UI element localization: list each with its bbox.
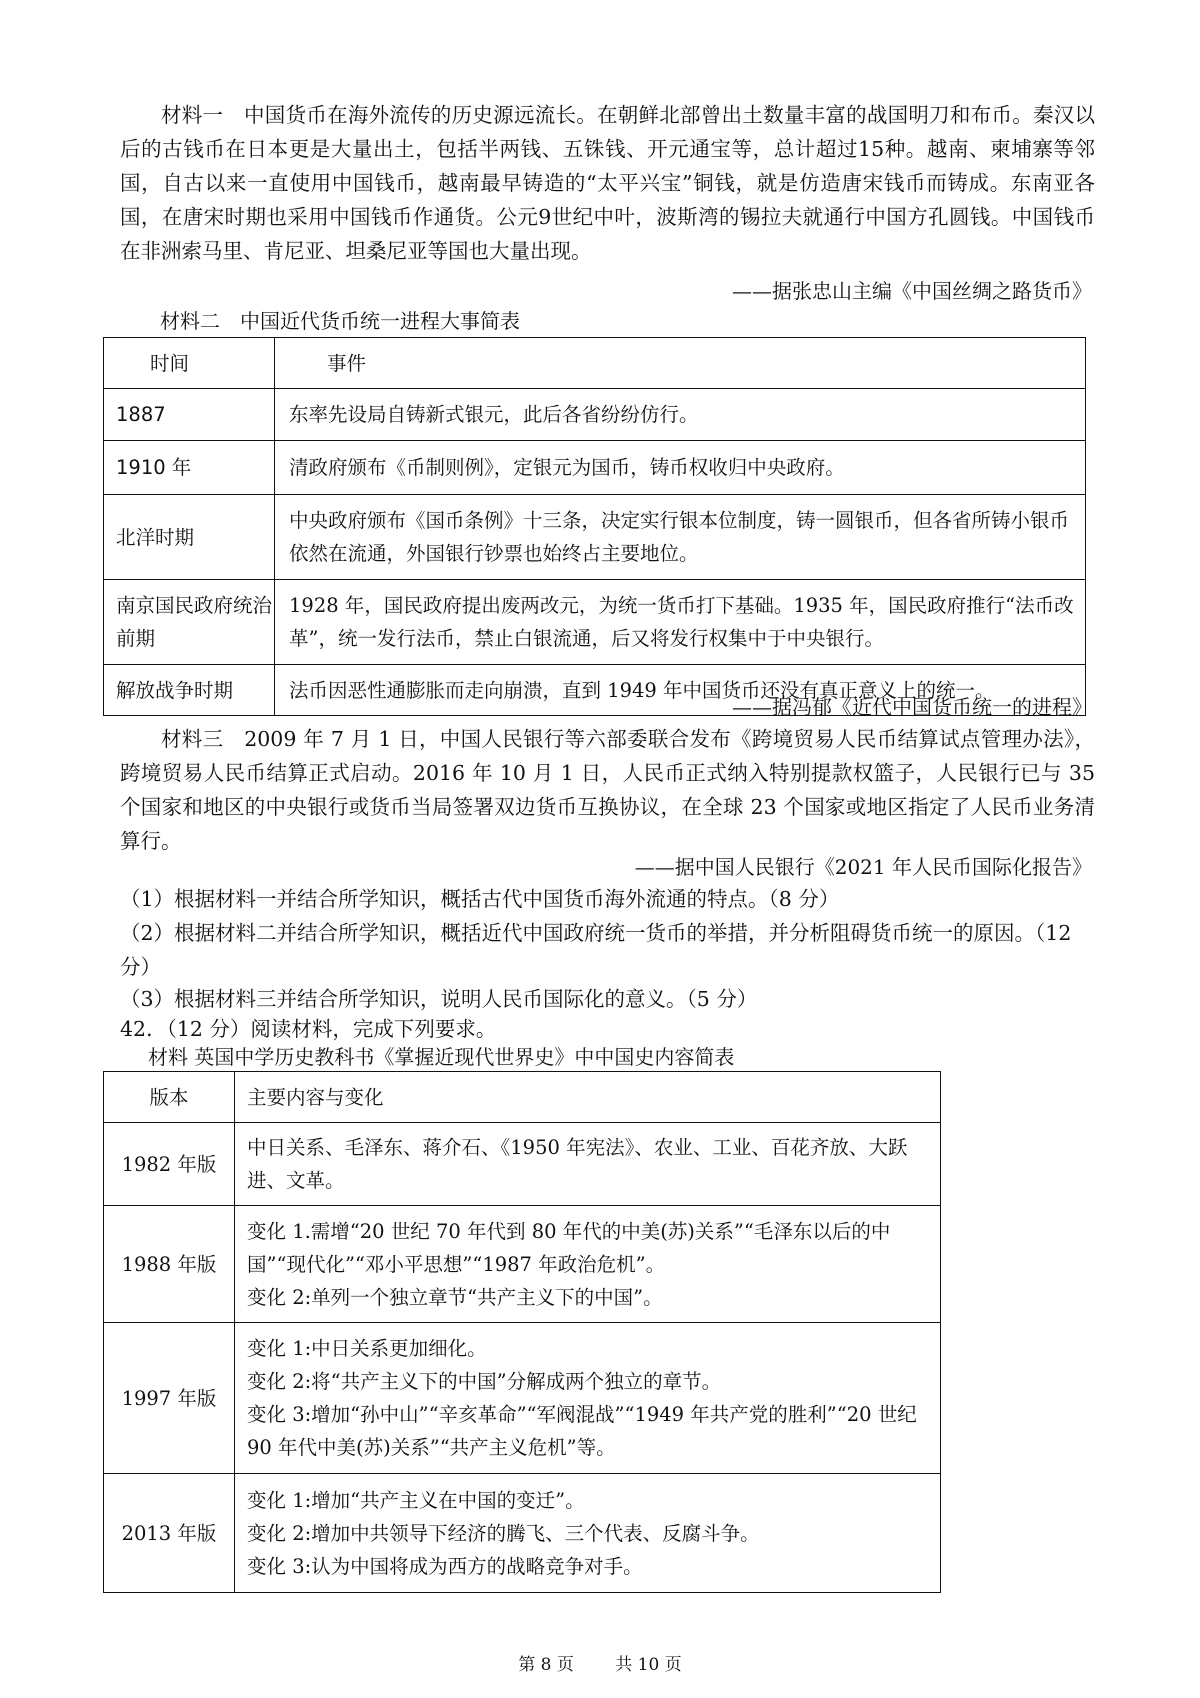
- content-line: 变化 1:中日关系更加细化。: [247, 1337, 487, 1360]
- row-event: 中央政府颁布《国币条例》十三条，决定实行银本位制度，铸一圆银币，但各省所铸小银币依然在流通，外国银行钞票也始终占主要地位。: [275, 495, 1086, 580]
- header-time: 时间: [104, 338, 275, 389]
- content-line: 变化 3:认为中国将成为西方的战略竞争对手。: [247, 1554, 643, 1578]
- row-content: [235, 1474, 941, 1593]
- question-3: （3）根据材料三并结合所学知识，说明人民币国际化的意义。（5 分）: [120, 987, 758, 1011]
- content-line: 中日关系、毛泽东、蒋介石、《1950 年宪法》、农业、工业、百花齐放、大跃进、文革。: [247, 1136, 908, 1192]
- row-event: 法币因恶性通膨胀而走向崩溃，直到 1949 年中国货币还没有真正意义上的统一。: [275, 665, 1086, 716]
- header-edition: 版本: [104, 1072, 235, 1123]
- material-2-caption: 材料二 中国近代货币统一进程大事简表: [160, 309, 520, 333]
- table-row: [104, 389, 1086, 441]
- question-42-caption: 材料 英国中学历史教科书《掌握近现代世界史》中中国史内容简表: [148, 1045, 735, 1069]
- row-time: 1887: [104, 389, 275, 441]
- page-number: 第 8 页: [518, 1655, 574, 1675]
- row-edition: 1988 年版: [104, 1206, 235, 1323]
- row-event: 清政府颁布《币制则例》，定银元为国币，铸币权收归中央政府。: [275, 441, 1086, 495]
- table-row: [104, 441, 1086, 495]
- question-1: （1）根据材料一并结合所学知识，概括古代中国货币海外流通的特点。（8 分）: [120, 887, 840, 911]
- content-line: 变化 2:将“共产主义下的中国”分解成两个独立的章节。: [247, 1370, 722, 1393]
- material-3-text: 材料三 2009 年 7 月 1 日，中国人民银行等六部委联合发布《跨境贸易人民币结算试点管理办法》，跨境贸易人民币结算正式启动。2016 年 10 月 1 日，人民币正式纳入特别提款权篮子，人民银行已与 35 个国家和地区的中央银行或货币当局签署双边货币互换协议，在全球 23 个国家或地区指定了人民币业务清算行。: [120, 727, 1095, 853]
- row-time: 解放战争时期: [104, 665, 275, 716]
- content-line: 变化 1:增加“共产主义在中国的变迁”。: [247, 1488, 585, 1512]
- table-row: [104, 1206, 941, 1323]
- row-time: 南京国民政府统治前期: [104, 580, 275, 665]
- material-1-text: 材料一 中国货币在海外流传的历史源远流长。在朝鲜北部曾出土数量丰富的战国明刀和布币。秦汉以后的古钱币在日本更是大量出土，包括半两钱、五铢钱、开元通宝等，总计超过15种。越南、柬埔寨等邻国，自古以来一直使用中国钱币，越南最早铸造的“太平兴宝”铜钱，就是仿造唐宋钱币而铸成。东南亚各国，在唐宋时期也采用中国钱币作通货。公元9世纪中叶，波斯湾的锡拉夫就通行中国方孔圆钱。中国钱币在非洲索马里、肯尼亚、坦桑尼亚等国也大量出现。: [120, 103, 1095, 263]
- row-edition: 2013 年版: [104, 1474, 235, 1593]
- row-edition: 1997 年版: [104, 1323, 235, 1474]
- header-content: 主要内容与变化: [235, 1072, 941, 1123]
- table-header-row: [104, 1072, 941, 1123]
- page-footer: [0, 1650, 1200, 1675]
- material-2-source: ——据冯郁《近代中国货币统一的进程》: [732, 695, 1092, 719]
- header-event: 事件: [275, 338, 1086, 389]
- row-content: [235, 1323, 941, 1474]
- question-42-title: 42．（12 分）阅读材料，完成下列要求。: [120, 1017, 497, 1041]
- row-edition: 1982 年版: [104, 1123, 235, 1206]
- table-row: [104, 1323, 941, 1474]
- row-content: [235, 1206, 941, 1323]
- material-1-source: ——据张忠山主编《中国丝绸之路货币》: [732, 279, 1092, 303]
- material-3-source: ——据中国人民银行《2021 年人民币国际化报告》: [634, 855, 1092, 879]
- table-row: [104, 1123, 941, 1206]
- row-time: 1910 年: [104, 441, 275, 495]
- currency-unification-table: [103, 337, 1086, 716]
- row-event: 东率先设局自铸新式银元，此后各省纷纷仿行。: [275, 389, 1086, 441]
- row-time: 北洋时期: [104, 495, 275, 580]
- table-row: [104, 580, 1086, 665]
- table-header-row: [104, 338, 1086, 389]
- content-line: 变化 2:单列一个独立章节“共产主义下的中国”。: [247, 1285, 663, 1309]
- content-line: 变化 2:增加中共领导下经济的腾飞、三个代表、反腐斗争。: [247, 1521, 760, 1545]
- content-line: 变化 3:增加“孙中山”“辛亥革命”“军阀混战”“1949 年共产党的胜利”“20 世纪 90 年代中美(苏)关系”“共产主义危机”等。: [247, 1403, 917, 1459]
- table-row: [104, 1474, 941, 1593]
- row-content: [235, 1123, 941, 1206]
- content-line: 变化 1.需增“20 世纪 70 年代到 80 年代的中美(苏)关系”“毛泽东以后的中国”“现代化”“邓小平思想”“1987 年政治危机”。: [247, 1219, 891, 1276]
- page-total: 共 10 页: [615, 1655, 682, 1675]
- table-row: [104, 495, 1086, 580]
- question-2: （2）根据材料二并结合所学知识，概括近代中国政府统一货币的举措，并分析阻碍货币统一的原因。（12 分）: [120, 921, 1072, 979]
- row-event: 1928 年，国民政府提出废两改元，为统一货币打下基础。1935 年，国民政府推行“法币改革”，统一发行法币，禁止白银流通，后又将发行权集中于中央银行。: [275, 580, 1086, 665]
- textbook-content-table: [103, 1071, 941, 1593]
